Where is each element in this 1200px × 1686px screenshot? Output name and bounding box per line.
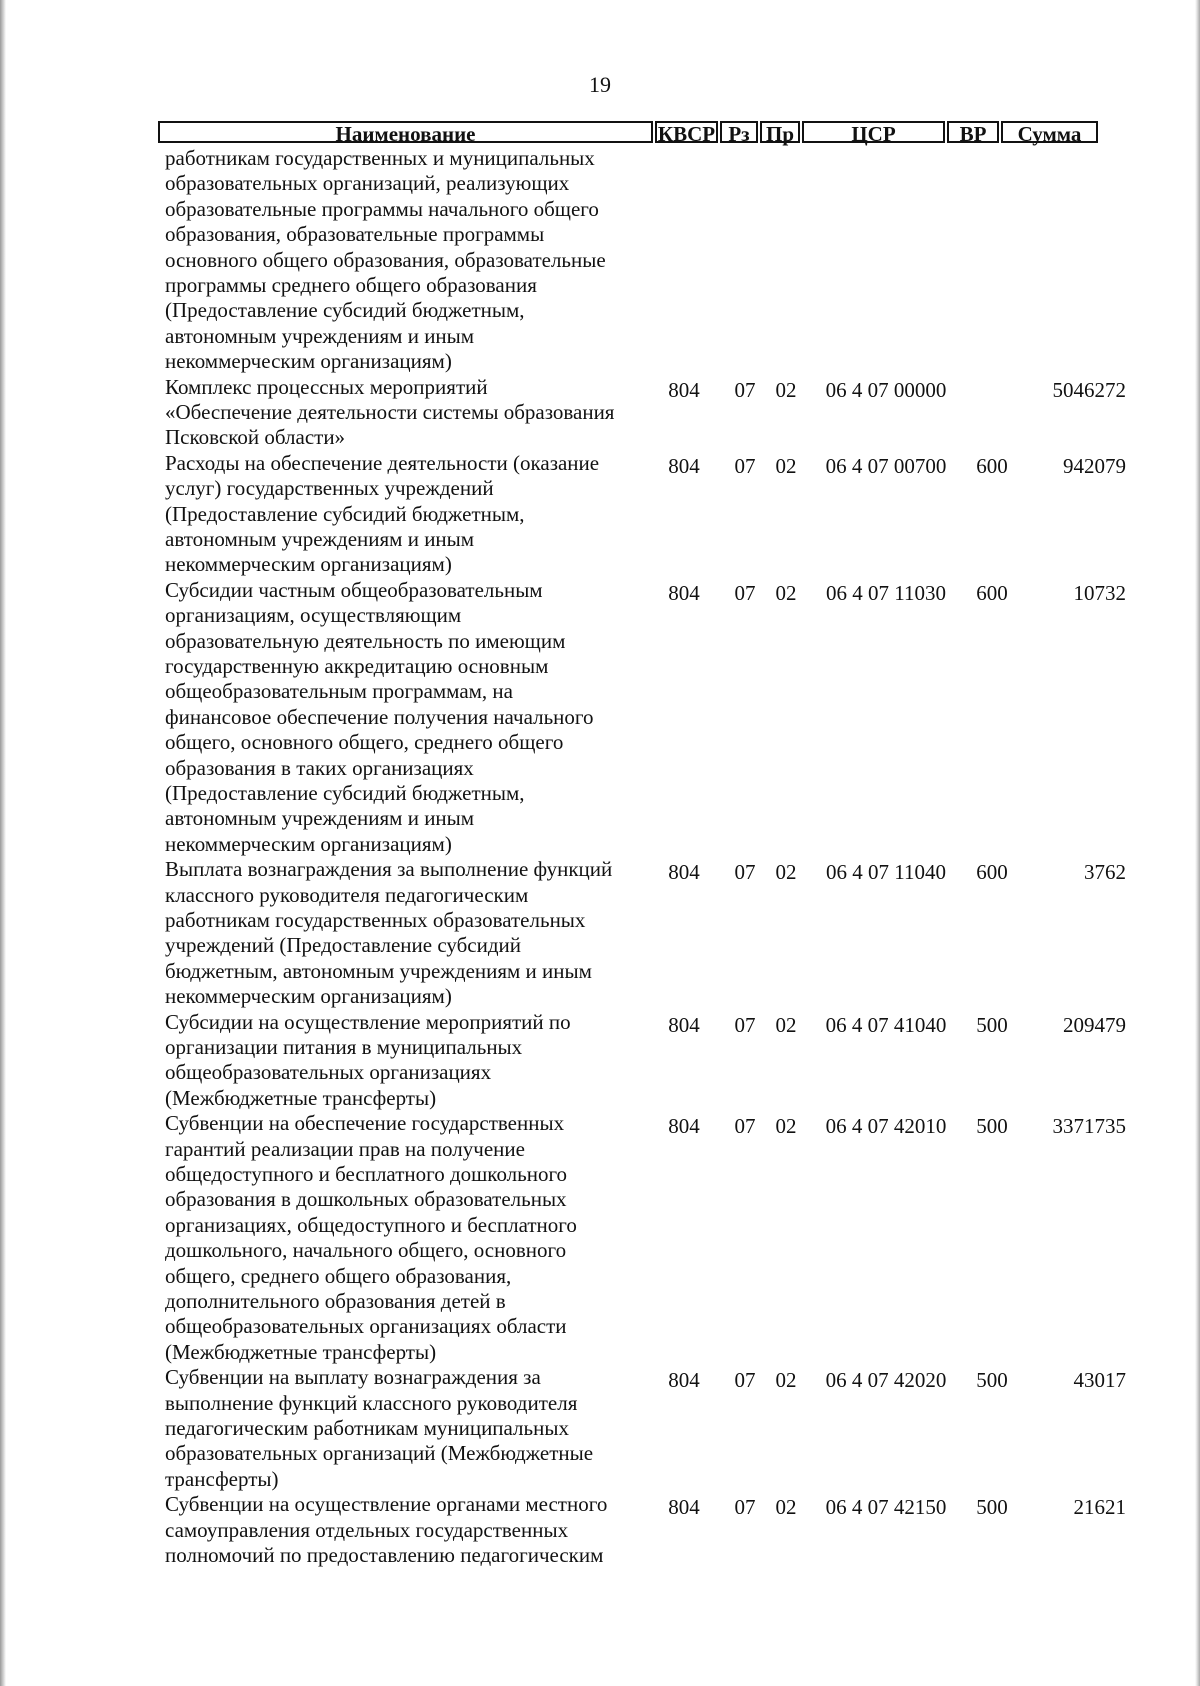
row-name-line: самоуправления отдельных государственных <box>165 1517 569 1542</box>
row-vr: 600 <box>976 453 1008 478</box>
row-kvsr: 804 <box>668 1114 700 1139</box>
row-name-line: образовательную деятельность по имеющим <box>165 628 566 653</box>
row-rz: 07 <box>734 860 756 885</box>
header-pr: Пр <box>760 121 800 143</box>
row-name-line: дополнительного образования детей в <box>165 1289 506 1313</box>
header-kvsr: КВСР <box>655 121 718 143</box>
header-csr: ЦСР <box>802 121 945 143</box>
row-name-line: образования в дошкольных образовательных <box>165 1187 567 1212</box>
row-name-line: образования в таких организациях <box>165 755 474 780</box>
row-csr: 06 4 07 41040 <box>825 1012 947 1037</box>
row-name-line: организациям, осуществляющим <box>165 603 462 628</box>
row-name-line: Субсидии на осуществление мероприятий по <box>165 1009 571 1034</box>
header-sum: Сумма <box>1001 121 1098 143</box>
row-name-line: гарантий реализации прав на получение <box>165 1136 525 1161</box>
row-name-line: государственную аккредитацию основным <box>165 654 549 678</box>
row-name-line: учреждений (Предоставление субсидий <box>165 933 522 958</box>
row-rz: 07 <box>734 1114 756 1139</box>
header-vr: ВР <box>947 121 999 143</box>
row-rz: 07 <box>734 453 756 478</box>
row-name-line: трансферты) <box>165 1466 279 1491</box>
page-number: 19 <box>589 72 611 97</box>
row-pr: 02 <box>775 377 797 402</box>
row-sum: 21621 <box>1073 1495 1126 1520</box>
row-kvsr: 804 <box>668 1368 700 1393</box>
row-name-line: общего, основного общего, среднего общего <box>165 730 564 755</box>
row-name-line: Субвенции на обеспечение государственных <box>165 1111 565 1136</box>
row-name-line: Комплекс процессных мероприятий <box>165 374 488 399</box>
row-pr: 02 <box>775 1114 797 1139</box>
row-name-line: Субвенции на выплату вознаграждения за <box>165 1365 541 1390</box>
row-pr: 02 <box>775 580 797 605</box>
row-sum: 5046272 <box>1052 377 1126 402</box>
row-name-line: работникам государственных образовательных <box>165 908 586 932</box>
row-pr: 02 <box>775 1012 797 1037</box>
row-kvsr: 804 <box>668 1012 700 1037</box>
row-sum: 3762 <box>1084 860 1126 885</box>
row-name-line: некоммерческим организациям) <box>165 552 452 577</box>
header-name: Наименование <box>158 121 653 143</box>
row-name-line: некоммерческим организациям) <box>165 984 452 1009</box>
row-kvsr: 804 <box>668 1495 700 1520</box>
row-name-line: бюджетным, автономным учреждениям и иным <box>165 958 592 983</box>
row-name-line: (Межбюджетные трансферты) <box>165 1339 437 1364</box>
row-vr: 500 <box>976 1368 1008 1393</box>
row-name-line: «Обеспечение деятельности системы образования <box>165 400 615 424</box>
row-vr: 500 <box>976 1495 1008 1520</box>
row-name-line: общеобразовательным программам, на <box>165 679 513 704</box>
row-pr: 02 <box>775 1495 797 1520</box>
row-name-line: классного руководителя педагогическим <box>165 882 529 907</box>
row-vr: 600 <box>976 580 1008 605</box>
row-rz: 07 <box>734 1495 756 1520</box>
row-csr: 06 4 07 42010 <box>825 1114 947 1139</box>
row-name-line: услуг) государственных учреждений <box>165 476 494 501</box>
row-name-line: Субсидии частным общеобразовательным <box>165 577 543 602</box>
row-csr: 06 4 07 42150 <box>825 1495 947 1520</box>
row-name-line: финансовое обеспечение получения начального <box>165 704 594 729</box>
row-name-line: работникам государственных и муниципальных <box>165 146 595 170</box>
row-name-line: образовательных организаций (Межбюджетные <box>165 1441 594 1466</box>
row-sum: 209479 <box>1063 1012 1126 1037</box>
row-sum: 942079 <box>1063 453 1126 478</box>
row-sum: 10732 <box>1073 580 1126 605</box>
row-name-line: Расходы на обеспечение деятельности (оказание <box>165 450 600 475</box>
header-rz: Рз <box>720 121 758 143</box>
row-csr: 06 4 07 42020 <box>825 1368 947 1393</box>
row-vr: 600 <box>976 860 1008 885</box>
row-name-line: педагогическим работникам муниципальных <box>165 1416 569 1440</box>
row-name-line: (Предоставление субсидий бюджетным, <box>165 781 525 805</box>
row-vr: 500 <box>976 1114 1008 1139</box>
row-name-line: (Предоставление субсидий бюджетным, <box>165 298 525 323</box>
row-name-line: основного общего образования, образовательные <box>165 247 606 272</box>
row-name-line: автономным учреждениям и иным <box>165 323 475 348</box>
row-name-line: некоммерческим организациям) <box>165 831 452 856</box>
row-vr: 500 <box>976 1012 1008 1037</box>
row-name-line: общедоступного и бесплатного дошкольного <box>165 1162 568 1186</box>
row-rz: 07 <box>734 1368 756 1393</box>
row-name-line: организации питания в муниципальных <box>165 1035 523 1059</box>
row-csr: 06 4 07 00000 <box>825 377 947 402</box>
row-name-line: выполнение функций классного руководителя <box>165 1390 578 1415</box>
row-csr: 06 4 07 00700 <box>825 453 947 478</box>
row-kvsr: 804 <box>668 860 700 885</box>
row-rz: 07 <box>734 377 756 402</box>
row-name-line: дошкольного, начального общего, основного <box>165 1238 567 1263</box>
row-name-line: образовательных организаций, реализующих <box>165 171 570 196</box>
row-sum: 43017 <box>1073 1368 1126 1393</box>
row-name-line: общего, среднего общего образования, <box>165 1263 512 1288</box>
row-pr: 02 <box>775 1368 797 1393</box>
row-name-line: (Предоставление субсидий бюджетным, <box>165 501 525 526</box>
row-pr: 02 <box>775 860 797 885</box>
row-csr: 06 4 07 11030 <box>826 580 946 605</box>
row-name-line: Субвенции на осуществление органами местного <box>165 1492 608 1517</box>
row-kvsr: 804 <box>668 453 700 478</box>
row-name-line: автономным учреждениям и иным <box>165 806 475 831</box>
row-name-line: некоммерческим организациям) <box>165 349 452 374</box>
row-name-line: (Межбюджетные трансферты) <box>165 1085 437 1110</box>
row-name-line: автономным учреждениям и иным <box>165 527 475 551</box>
row-name-line: образовательные программы начального общего <box>165 196 599 221</box>
row-rz: 07 <box>734 580 756 605</box>
row-pr: 02 <box>775 453 797 478</box>
row-name-line: образования, образовательные программы <box>165 222 545 247</box>
row-name-line: Псковской области» <box>165 425 346 450</box>
row-name-line: полномочий по предоставлению педагогическим <box>165 1543 604 1567</box>
row-rz: 07 <box>734 1012 756 1037</box>
row-name-line: общеобразовательных организациях области <box>165 1314 567 1339</box>
row-name-line: организациях, общедоступного и бесплатного <box>165 1212 577 1237</box>
row-name-line: Выплата вознаграждения за выполнение функций <box>165 857 613 882</box>
row-kvsr: 804 <box>668 377 700 402</box>
row-name-line: общеобразовательных организациях <box>165 1060 492 1085</box>
row-sum: 3371735 <box>1052 1114 1126 1139</box>
row-csr: 06 4 07 11040 <box>826 860 946 885</box>
row-name-line: программы среднего общего образования <box>165 273 537 297</box>
row-kvsr: 804 <box>668 580 700 605</box>
